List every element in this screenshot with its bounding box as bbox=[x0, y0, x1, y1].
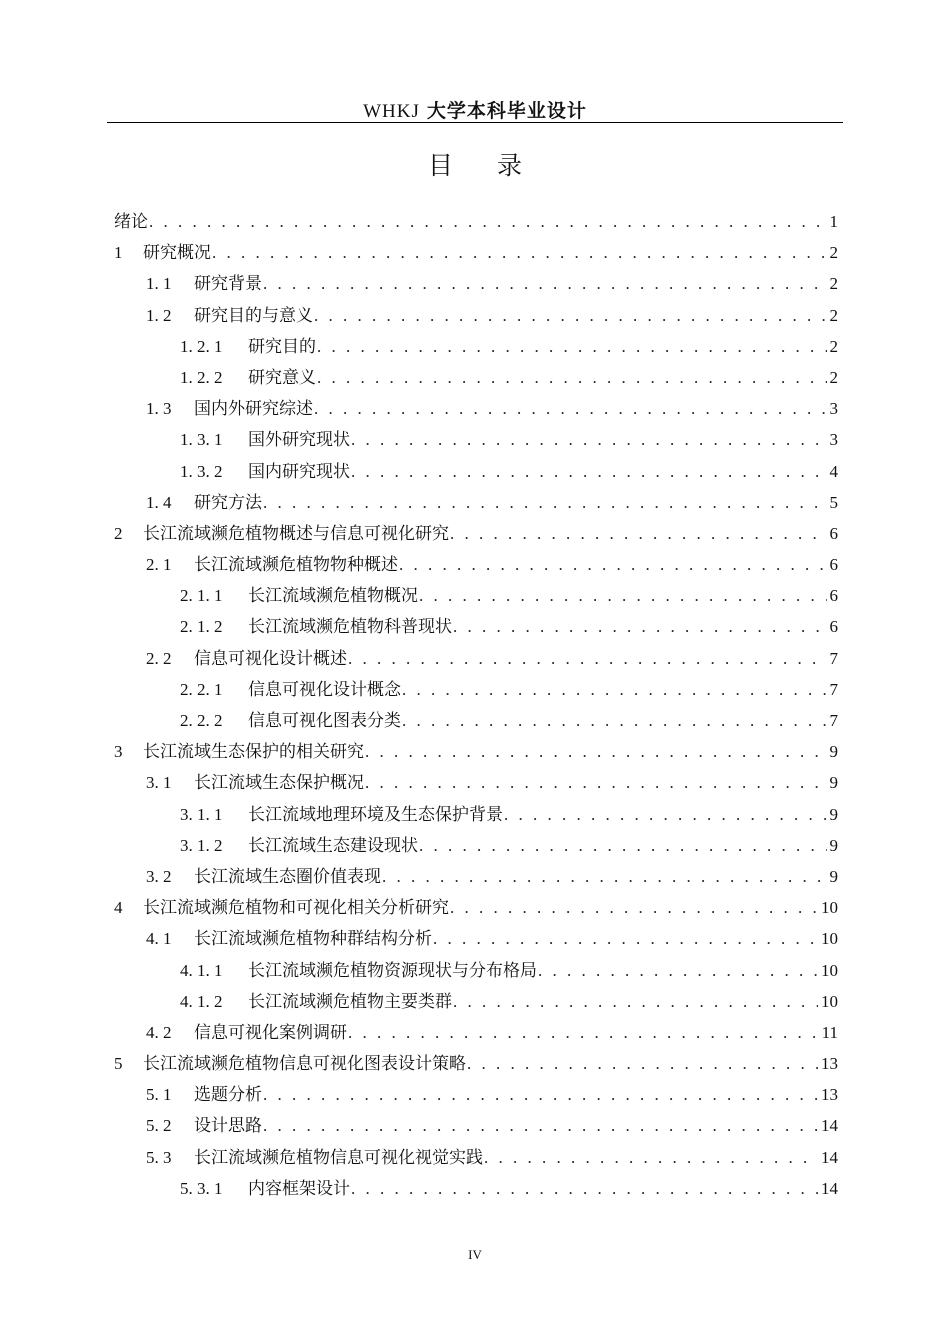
toc-dot-leader bbox=[149, 206, 827, 237]
toc-entry-page: 13 bbox=[821, 1085, 838, 1105]
toc-entry[interactable] bbox=[114, 861, 838, 892]
toc-dot-leader bbox=[504, 799, 827, 830]
header-title: 大学本科毕业设计 bbox=[426, 100, 587, 122]
toc-entry-page: 7 bbox=[829, 648, 838, 668]
toc-entry-page: 2 bbox=[829, 367, 838, 387]
toc-entry-page: 6 bbox=[829, 523, 838, 543]
toc-entry-page: 3 bbox=[829, 399, 838, 419]
toc-entry[interactable] bbox=[114, 456, 838, 487]
toc-entry-page: 9 bbox=[829, 835, 838, 855]
toc-entry-title: 长江流域濒危植物科普现状 bbox=[248, 617, 452, 638]
toc-entry[interactable] bbox=[114, 237, 838, 268]
toc-entry-title: 信息可视化图表分类 bbox=[248, 711, 401, 731]
toc-entry-page: 10 bbox=[821, 991, 838, 1011]
toc-entry-page: 4 bbox=[829, 461, 838, 481]
toc-entry-title: 长江流域濒危植物种群结构分析 bbox=[194, 929, 432, 950]
toc-entry-number: 2. 1. 2 bbox=[180, 617, 223, 637]
toc-entry-number: 2 bbox=[114, 523, 123, 543]
toc-entry-title: 国内外研究综述 bbox=[194, 399, 313, 420]
toc-entry[interactable] bbox=[114, 424, 838, 455]
toc-dot-leader bbox=[382, 861, 827, 892]
toc-entry[interactable] bbox=[114, 1017, 838, 1048]
toc-entry-title: 设计思路 bbox=[194, 1116, 262, 1137]
toc-entry-title: 长江流域濒危植物主要类群 bbox=[248, 991, 452, 1012]
toc-entry-title: 长江流域地理环境及生态保护背景 bbox=[248, 804, 503, 825]
toc-entry-title: 长江流域濒危植物概况 bbox=[248, 586, 418, 607]
toc-entry[interactable] bbox=[114, 1079, 838, 1110]
toc-entry-title: 长江流域濒危植物信息可视化图表设计策略 bbox=[143, 1054, 466, 1075]
toc-entry-number: 1. 4 bbox=[146, 492, 172, 512]
toc-entry[interactable] bbox=[114, 300, 838, 331]
toc-dot-leader bbox=[351, 424, 827, 455]
toc-entry-page: 2 bbox=[829, 243, 838, 263]
toc-entry-number: 4. 1. 2 bbox=[180, 991, 223, 1011]
toc-entry-number: 1. 2. 2 bbox=[180, 367, 223, 387]
toc-dot-leader bbox=[348, 1017, 819, 1048]
toc-entry-title: 长江流域生态保护概况 bbox=[194, 773, 364, 794]
toc-entry-page: 10 bbox=[821, 960, 838, 980]
toc-entry-title: 研究目的与意义 bbox=[194, 305, 313, 326]
toc-entry[interactable] bbox=[114, 549, 838, 580]
toc-entry-title: 信息可视化案例调研 bbox=[194, 1022, 347, 1043]
toc-entry-title: 长江流域生态保护的相关研究 bbox=[143, 742, 364, 763]
header-rule bbox=[107, 122, 843, 123]
toc-entry-page: 10 bbox=[821, 898, 838, 918]
toc-entry[interactable] bbox=[114, 986, 838, 1017]
toc-entry-page: 10 bbox=[821, 929, 838, 949]
toc-entry[interactable] bbox=[114, 611, 838, 642]
toc-entry-number: 2. 1 bbox=[146, 555, 172, 575]
toc-entry-page: 6 bbox=[829, 555, 838, 575]
toc-entry-title: 国内研究现状 bbox=[248, 461, 350, 482]
table-of-contents bbox=[114, 206, 838, 1204]
toc-entry-number: 2. 2. 2 bbox=[180, 711, 223, 730]
toc-entry-number: 2. 2. 1 bbox=[180, 679, 223, 699]
toc-entry-page: 9 bbox=[829, 866, 838, 886]
toc-dot-leader bbox=[263, 487, 827, 518]
toc-entry-page: 6 bbox=[829, 617, 838, 637]
toc-entry-number: 1 bbox=[114, 243, 123, 263]
toc-entry-number: 5 bbox=[114, 1054, 123, 1074]
toc-entry-page: 9 bbox=[829, 773, 838, 793]
toc-entry[interactable] bbox=[114, 736, 838, 767]
toc-entry[interactable] bbox=[114, 268, 838, 299]
toc-entry-page: 5 bbox=[829, 492, 838, 512]
toc-dot-leader bbox=[402, 705, 827, 736]
header-prefix: WHKJ bbox=[363, 101, 420, 122]
toc-dot-leader bbox=[538, 955, 818, 986]
toc-entry-title: 绪论 bbox=[114, 212, 148, 232]
toc-entry[interactable] bbox=[114, 643, 838, 674]
toc-entry[interactable] bbox=[114, 1142, 838, 1173]
toc-dot-leader bbox=[351, 1173, 818, 1204]
toc-entry-number: 3. 2 bbox=[146, 866, 172, 886]
toc-entry-number: 5. 1 bbox=[146, 1085, 172, 1105]
toc-entry-page: 14 bbox=[821, 1178, 838, 1198]
toc-entry-title: 长江流域濒危植物物种概述 bbox=[194, 555, 398, 576]
toc-dot-leader bbox=[317, 331, 827, 362]
toc-entry-number: 5. 2 bbox=[146, 1116, 172, 1136]
toc-entry-title: 研究方法 bbox=[194, 492, 262, 513]
toc-dot-leader bbox=[453, 611, 827, 642]
toc-entry-title: 内容框架设计 bbox=[248, 1178, 350, 1199]
toc-dot-leader bbox=[263, 268, 827, 299]
toc-entry-title: 研究意义 bbox=[248, 367, 316, 388]
toc-entry-number: 1. 1 bbox=[146, 274, 172, 294]
toc-entry-title: 选题分析 bbox=[194, 1085, 262, 1106]
toc-entry-page: 9 bbox=[829, 742, 838, 762]
toc-dot-leader bbox=[263, 1110, 818, 1141]
toc-entry-page: 14 bbox=[821, 1116, 838, 1136]
toc-entry-page: 14 bbox=[821, 1147, 838, 1167]
toc-dot-leader bbox=[419, 580, 827, 611]
toc-entry-number: 3 bbox=[114, 742, 123, 762]
toc-entry-number: 1. 3 bbox=[146, 399, 172, 419]
toc-entry-title: 长江流域生态建设现状 bbox=[248, 835, 418, 856]
toc-dot-leader bbox=[433, 923, 818, 954]
toc-dot-leader bbox=[450, 892, 818, 923]
toc-entry-title: 研究目的 bbox=[248, 336, 316, 357]
toc-entry[interactable] bbox=[114, 518, 838, 549]
toc-entry-number: 1. 2 bbox=[146, 305, 172, 325]
toc-entry-number: 3. 1. 2 bbox=[180, 835, 223, 855]
toc-entry[interactable] bbox=[114, 830, 838, 861]
toc-entry[interactable] bbox=[114, 892, 838, 923]
toc-entry[interactable] bbox=[114, 705, 838, 736]
toc-entry-page: 9 bbox=[829, 804, 838, 824]
toc-entry-number: 1. 3. 1 bbox=[180, 430, 223, 450]
toc-entry[interactable] bbox=[114, 1110, 838, 1141]
toc-entry[interactable] bbox=[114, 487, 838, 518]
toc-dot-leader bbox=[402, 674, 827, 705]
toc-entry[interactable] bbox=[114, 923, 838, 954]
toc-entry-page: 2 bbox=[829, 336, 838, 356]
toc-dot-leader bbox=[263, 1079, 818, 1110]
toc-entry-page: 7 bbox=[829, 679, 838, 699]
toc-entry[interactable] bbox=[114, 799, 838, 830]
toc-dot-leader bbox=[399, 549, 827, 580]
toc-entry[interactable] bbox=[114, 1048, 838, 1079]
toc-entry-title: 长江流域濒危植物概述与信息可视化研究 bbox=[143, 523, 449, 544]
toc-entry-number: 3. 1 bbox=[146, 773, 172, 793]
toc-entry-number: 4. 2 bbox=[146, 1022, 172, 1042]
toc-dot-leader bbox=[419, 830, 827, 861]
toc-dot-leader bbox=[351, 456, 827, 487]
toc-entry-title: 长江流域生态圈价值表现 bbox=[194, 866, 381, 887]
toc-entry-title: 长江流域濒危植物信息可视化视觉实践 bbox=[194, 1147, 483, 1168]
toc-entry[interactable] bbox=[114, 393, 838, 424]
toc-entry[interactable] bbox=[114, 767, 838, 798]
toc-dot-leader bbox=[453, 986, 818, 1017]
toc-dot-leader bbox=[365, 736, 827, 767]
toc-entry-number: 5. 3. 1 bbox=[180, 1178, 223, 1198]
toc-entry-number: 2. 2 bbox=[146, 648, 172, 668]
toc-dot-leader bbox=[450, 518, 827, 549]
toc-entry[interactable] bbox=[114, 955, 838, 986]
toc-entry[interactable] bbox=[114, 331, 838, 362]
toc-entry-number: 1. 2. 1 bbox=[180, 336, 223, 356]
toc-entry-title: 信息可视化设计概念 bbox=[248, 679, 401, 700]
toc-dot-leader bbox=[314, 393, 827, 424]
toc-entry-page: 11 bbox=[821, 1022, 838, 1042]
toc-entry-number: 4. 1. 1 bbox=[180, 960, 223, 980]
toc-dot-leader bbox=[348, 643, 827, 674]
toc-entry-number: 1. 3. 2 bbox=[180, 461, 223, 481]
toc-entry-number: 2. 1. 1 bbox=[180, 586, 223, 606]
toc-entry-page: 6 bbox=[829, 586, 838, 606]
toc-entry-title: 研究背景 bbox=[194, 274, 262, 295]
footer-page-number: IV bbox=[468, 1247, 482, 1262]
toc-entry-title: 信息可视化设计概述 bbox=[194, 648, 347, 669]
toc-entry-page: 3 bbox=[829, 430, 838, 450]
toc-entry-title: 研究概况 bbox=[143, 243, 211, 264]
page-title: 目 录 bbox=[428, 151, 540, 180]
toc-entry-number: 3. 1. 1 bbox=[180, 804, 223, 824]
toc-dot-leader bbox=[467, 1048, 818, 1079]
toc-entry-title: 国外研究现状 bbox=[248, 430, 350, 451]
toc-entry[interactable] bbox=[114, 206, 838, 237]
toc-entry-page: 2 bbox=[829, 305, 838, 325]
toc-entry-page: 2 bbox=[829, 274, 838, 294]
page-header bbox=[107, 96, 843, 123]
toc-dot-leader bbox=[212, 237, 827, 268]
toc-entry-page: 1 bbox=[829, 212, 838, 231]
toc-entry[interactable] bbox=[114, 674, 838, 705]
toc-dot-leader bbox=[317, 362, 827, 393]
toc-dot-leader bbox=[484, 1142, 818, 1173]
toc-dot-leader bbox=[314, 300, 827, 331]
toc-entry-page: 13 bbox=[821, 1054, 838, 1074]
toc-dot-leader bbox=[365, 767, 827, 798]
toc-entry[interactable] bbox=[114, 580, 838, 611]
toc-entry-page: 7 bbox=[829, 711, 838, 730]
toc-entry-number: 4. 1 bbox=[146, 929, 172, 949]
toc-entry-number: 4 bbox=[114, 898, 123, 918]
toc-entry-title: 长江流域濒危植物资源现状与分布格局 bbox=[248, 960, 537, 981]
toc-entry[interactable] bbox=[114, 1173, 838, 1204]
toc-entry-number: 5. 3 bbox=[146, 1147, 172, 1167]
toc-entry[interactable] bbox=[114, 362, 838, 393]
toc-entry-title: 长江流域濒危植物和可视化相关分析研究 bbox=[143, 898, 449, 919]
